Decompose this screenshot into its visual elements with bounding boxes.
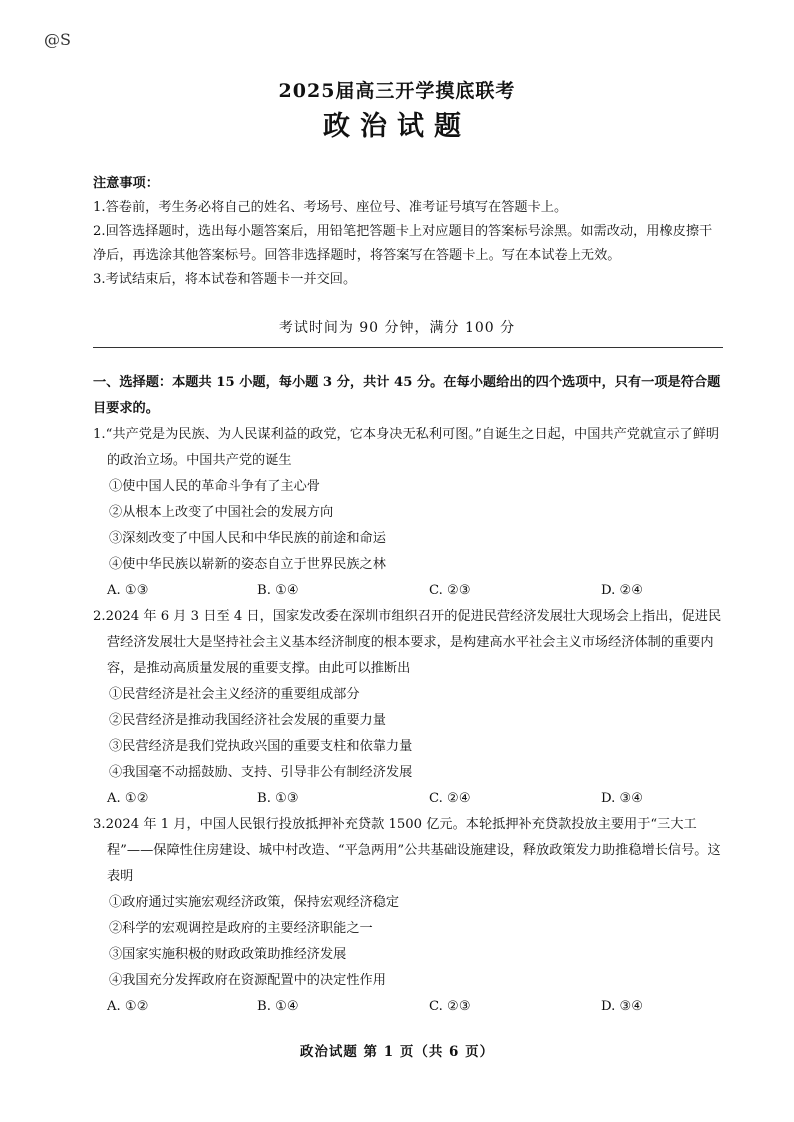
choice-b: B. ①④ [257, 583, 299, 598]
choice-a: A. ①② [107, 999, 149, 1014]
page-footer: 政治试题 第 1 页（共 6 页） [299, 1044, 495, 1060]
question-option: ③民营经济是我们党执政兴国的重要支柱和依靠力量 [109, 739, 413, 754]
answer-choices [93, 994, 725, 1020]
answer-choices [93, 786, 725, 812]
choice-c: C. ②④ [429, 791, 471, 806]
question-option: ③国家实施积极的财政政策助推经济发展 [109, 947, 347, 962]
question-option: ①政府通过实施宏观经济政策，保持宏观经济稳定 [109, 895, 400, 910]
choice-b: B. ①④ [257, 999, 299, 1014]
note-item: 1.答卷前，考生务必将自己的姓名、考场号、座位号、准考证号填写在答题卡上。 [93, 200, 568, 215]
note-item: 2.回答选择题时，选出每小题答案后，用铅笔把答题卡上对应题目的答案标号涂黑。如需改动，用橡皮擦干净后，再选涂其他答案标号。回答非选择题时，将答案写在答题卡上。写在本试卷上无效。 [93, 224, 713, 263]
question-option: ④使中华民族以崭新的姿态自立于世界民族之林 [109, 557, 386, 572]
divider [93, 347, 723, 348]
choice-d: D. ②④ [601, 583, 644, 598]
question-option: ②科学的宏观调控是政府的主要经济职能之一 [109, 921, 373, 936]
subject-title: 政治试题 [323, 111, 471, 142]
question-option: ④我国毫不动摇鼓励、支持、引导非公有制经济发展 [109, 765, 413, 780]
note-item: 3.考试结束后，将本试卷和答题卡一并交回。 [93, 272, 357, 287]
exam-time: 考试时间为 90 分钟，满分 100 分 [278, 320, 516, 336]
question-stem: 1.“共产党是为民族、为人民谋利益的政党，它本身决无私利可图。”自诞生之日起，中国共产党就宣示了鲜明的政治立场。中国共产党的诞生 [93, 427, 720, 468]
section-heading: 一、选择题：本题共 15 小题，每小题 3 分，共计 45 分。在每小题给出的四个选项中，只有一项是符合题目要求的。 [93, 375, 721, 416]
question-stem: 3.2024 年 1 月，中国人民银行投放抵押补充贷款 1500 亿元。本轮抵押补充贷款投放主要用于“三大工程”——保障性住房建设、城中村改造、“平急两用”公共基础设施建设，释放政策发力助推稳增长信号。这表明 [93, 817, 721, 884]
choice-d: D. ③④ [601, 791, 644, 806]
choice-a: A. ①③ [107, 583, 149, 598]
question-1 [93, 422, 725, 604]
corner-mark: @S [44, 30, 71, 49]
question-option: ①民营经济是社会主义经济的重要组成部分 [109, 687, 360, 702]
notes-block [93, 172, 723, 292]
choice-d: D. ③④ [601, 999, 644, 1014]
question-stem: 2.2024 年 6 月 3 日至 4 日，国家发改委在深圳市组织召开的促进民营经济发展壮大现场会上指出，促进民营经济发展壮大是坚持社会主义基本经济制度的根本要求，是构建高水平社会主义市场经济体制的重要内容，是推动高质量发展的重要支撑。由此可以推断出 [93, 609, 722, 676]
question-option: ④我国充分发挥政府在资源配置中的决定性作用 [109, 973, 386, 988]
answer-choices [93, 578, 725, 604]
choice-a: A. ①② [107, 791, 149, 806]
choice-c: C. ②③ [429, 999, 471, 1014]
question-3 [93, 812, 725, 1020]
question-option: ②民营经济是推动我国经济社会发展的重要力量 [109, 713, 386, 728]
choice-c: C. ②③ [429, 583, 471, 598]
question-2 [93, 604, 725, 812]
choice-b: B. ①③ [257, 791, 299, 806]
notes-heading: 注意事项： [93, 176, 159, 191]
question-option: ②从根本上改变了中国社会的发展方向 [109, 505, 334, 520]
exam-title: 2025届高三开学摸底联考 [278, 80, 516, 102]
questions-block [93, 370, 725, 1020]
question-option: ①使中国人民的革命斗争有了主心骨 [109, 479, 320, 494]
question-option: ③深刻改变了中国人民和中华民族的前途和命运 [109, 531, 386, 546]
